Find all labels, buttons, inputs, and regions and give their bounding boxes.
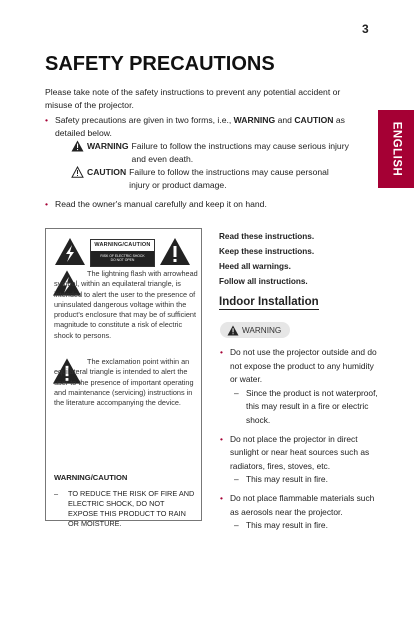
warning-caution-item: – TO REDUCE THE RISK OF FIRE AND ELECTRIC SHOCK, DO NOT EXPOSE THIS PRODUCT TO RAIN OR MOISTURE. bbox=[54, 489, 195, 528]
instruction-line: Heed all warnings. bbox=[219, 262, 291, 271]
bullet-safety-forms bbox=[45, 114, 370, 192]
lightning-text: The lightning flash with arrowhead symbol, within an equilateral triangle, is intended to alert the user to the presence of uninsulated dangerous voltage within the product's enclosure that may be of sufficient magnitude to constitute a risk of electric shock to persons. bbox=[54, 269, 198, 340]
warning-filled-icon bbox=[227, 325, 239, 336]
installation-warnings bbox=[220, 346, 380, 538]
caution-word: CAUTION bbox=[294, 115, 334, 125]
caution-definition bbox=[71, 166, 370, 192]
exclamation-text: The exclamation point within an equilateral triangle is intended to alert the user to the presence of important operating and maintenance (servicing) instructions in the literature accompanying the device. bbox=[54, 357, 194, 408]
warning-desc: Failure to follow the instructions may cause serious injury and even death. bbox=[131, 141, 349, 164]
safety-label-box bbox=[45, 228, 202, 528]
intro-paragraph: Please take note of the safety instructions to prevent any potential accident or misuse of the projector. bbox=[45, 87, 341, 110]
item-note-text: This may result in fire. bbox=[246, 474, 328, 485]
language-tab bbox=[378, 110, 414, 188]
safety-forms-list bbox=[45, 114, 370, 211]
item-note-text: This may result in fire. bbox=[246, 520, 328, 531]
page-title: SAFETY PRECAUTIONS bbox=[45, 53, 275, 75]
instruction-lines bbox=[219, 229, 314, 289]
caution-term: CAUTION bbox=[87, 167, 127, 177]
section-title: Indoor Installation bbox=[219, 296, 319, 308]
list-item bbox=[220, 346, 380, 428]
bullet-text: Safety precautions are given in two forms, i.e., bbox=[55, 115, 234, 125]
instruction-line: Follow all instructions. bbox=[219, 277, 308, 286]
warning-caution-heading: WARNING/CAUTION bbox=[54, 473, 128, 482]
instruction-line: Read these instructions. bbox=[219, 232, 315, 241]
item-note-text: Since the product is not waterproof, this may result in a fire or electric shock. bbox=[246, 387, 378, 425]
item-text: Do not use the projector outside and do not expose the product to any humidity or water. bbox=[230, 347, 377, 385]
and-word: and bbox=[275, 115, 295, 125]
warning-definition bbox=[71, 140, 370, 166]
instruction-line: Keep these instructions. bbox=[219, 247, 315, 256]
caution-desc: Failure to follow the instructions may cause personal injury or product damage. bbox=[129, 167, 329, 190]
bullet-tail: as detailed below. bbox=[55, 115, 345, 138]
warning-term: WARNING bbox=[87, 141, 129, 151]
lightning-triangle-icon bbox=[54, 237, 86, 271]
exclamation-explanation bbox=[54, 357, 199, 408]
item-note: – This may result in fire. bbox=[234, 519, 380, 533]
warning-badge-label: WARNING bbox=[242, 325, 282, 335]
warning-badge bbox=[220, 322, 290, 338]
bullet-read-manual: • Read the owner's manual carefully and keep it on hand. bbox=[45, 198, 370, 211]
item-text: Do not place the projector in direct sunlight or near heat sources such as radiators, fires, stoves, etc. bbox=[230, 433, 370, 471]
warning-filled-icon bbox=[71, 140, 85, 156]
label-risk-text bbox=[91, 251, 154, 266]
item-note: – This may result in fire. bbox=[234, 473, 380, 487]
item-note: – Since the product is not waterproof, this may result in a fire or electric shock. bbox=[234, 387, 380, 428]
warning-word: WARNING bbox=[233, 115, 276, 125]
lightning-explanation bbox=[54, 269, 199, 341]
caution-outline-icon bbox=[71, 166, 85, 182]
label-risk-line-2: DO NOT OPEN bbox=[110, 258, 135, 262]
label-title: WARNING/CAUTION bbox=[94, 242, 151, 248]
warning-caution-text: TO REDUCE THE RISK OF FIRE AND ELECTRIC SHOCK, DO NOT EXPOSE THIS PRODUCT TO RAIN OR MOISTURE. bbox=[68, 489, 195, 528]
language-tab-label: ENGLISH bbox=[390, 121, 402, 177]
page-number: 3 bbox=[362, 22, 369, 36]
item-text: Do not place flammable materials such as aerosols near the projector. bbox=[230, 492, 375, 517]
warning-caution-label bbox=[90, 239, 155, 267]
exclamation-triangle-icon bbox=[159, 237, 191, 271]
label-risk-line-1: RISK OF ELECTRIC SHOCK bbox=[100, 254, 145, 258]
list-item bbox=[220, 492, 380, 533]
list-item bbox=[220, 433, 380, 487]
